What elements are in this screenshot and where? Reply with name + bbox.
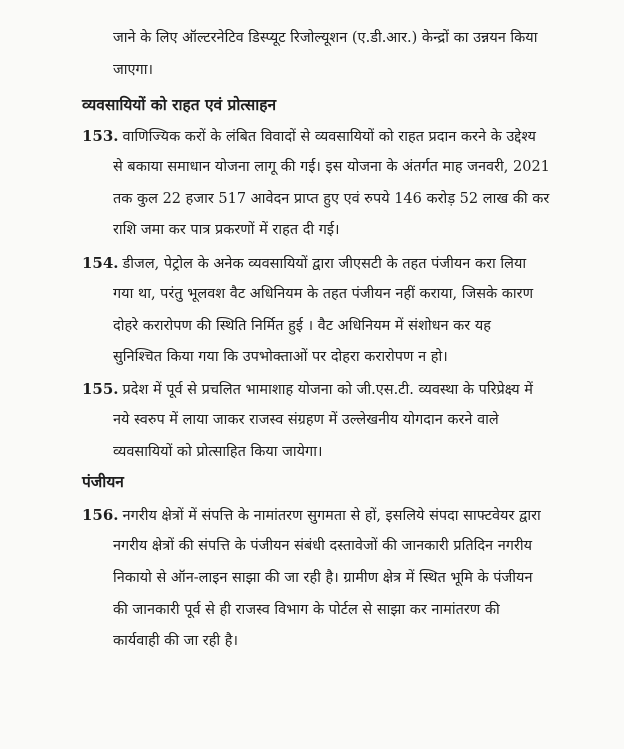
para-156-line-1: [82, 505, 541, 526]
para-153-number: 153.: [82, 127, 119, 145]
para-154-line-3: दोहरे करारोपण की स्थिति निर्मित हुई । वैट अधिनियम में संशोधन कर यह: [113, 318, 491, 334]
para-154-number: 154.: [82, 254, 119, 272]
para-155-number: 155.: [82, 380, 119, 398]
para-156-text-1: नगरीय क्षेत्रों में संपत्ति के नामांतरण सुगमता से हों, इसलिये संपदा साफ्टवेयर द्वारा: [122, 508, 541, 524]
para-153-text-1: वाणिज्यिक करों के लंबित विवादों से व्यवसायियों को राहत प्रदान करने के उद्देश्य: [122, 129, 536, 145]
para-155-line-1: [82, 379, 533, 400]
para-153-line-1: [82, 126, 536, 147]
para-156-number: 156.: [82, 506, 119, 524]
para-154-line-1: [82, 253, 526, 274]
section-heading-relief: व्यवसायियों को राहत एवं प्रोत्साहन: [82, 95, 277, 114]
para-156-line-3: निकायो से ऑन-लाइन साझा की जा रही है। ग्रामीण क्षेत्र में स्थित भूमि के पंजीयन: [113, 570, 533, 586]
intro-line-2: जाएगा।: [113, 62, 153, 78]
para-154-line-4: सुनिश्चित किया गया कि उपभोक्ताओं पर दोहरा करारोपण न हो।: [113, 349, 448, 365]
para-155-line-2: नये स्वरुप में लाया जाकर राजस्व संग्रहण में उल्लेखनीय योगदान करने वाले: [113, 412, 499, 428]
para-154-text-1: डीजल, पेट्रोल के अनेक व्यवसायियों द्वारा जीएसटी के तहत पंजीयन करा लिया: [122, 256, 527, 272]
para-156-line-5: कार्यवाही की जा रही है।: [113, 633, 238, 649]
para-155-line-3: व्यवसायियों को प्रोत्साहित किया जायेगा।: [113, 444, 323, 460]
para-156-line-2: नगरीय क्षेत्रों की संपत्ति के पंजीयन संबंधी दस्तावेजों की जानकारी प्रतिदिन नगरीय: [113, 538, 533, 554]
section-heading-registration: पंजीयन: [82, 472, 124, 491]
para-153-line-4: राशि जमा कर पात्र प्रकरणों में राहत दी गई।: [113, 222, 340, 238]
intro-line-1: जाने के लिए ऑल्टरनेटिव डिस्प्यूट रिजोल्यूशन (ए.डी.आर.) केन्द्रों का उन्नयन किया: [113, 30, 538, 46]
para-154-line-2: गया था, परंतु भूलवश वैट अधिनियम के तहत पंजीयन नहीं कराया, जिसके कारण: [113, 286, 534, 302]
para-153-line-3: तक कुल 22 हजार 517 आवेदन प्राप्त हुए एवं रुपये 146 करोड़ 52 लाख की कर: [113, 191, 550, 207]
para-155-text-1: प्रदेश में पूर्व से प्रचलित भामाशाह योजना को जी.एस.टी. व्यवस्था के परिप्रेक्ष्य में: [122, 382, 533, 398]
para-156-line-4: की जानकारी पूर्व से ही राजस्व विभाग के पोर्टल से साझा कर नामांतरण की: [113, 602, 500, 618]
para-153-line-2: से बकाया समाधान योजना लागू की गई। इस योजना के अंतर्गत माह जनवरी, 2021: [113, 159, 550, 175]
